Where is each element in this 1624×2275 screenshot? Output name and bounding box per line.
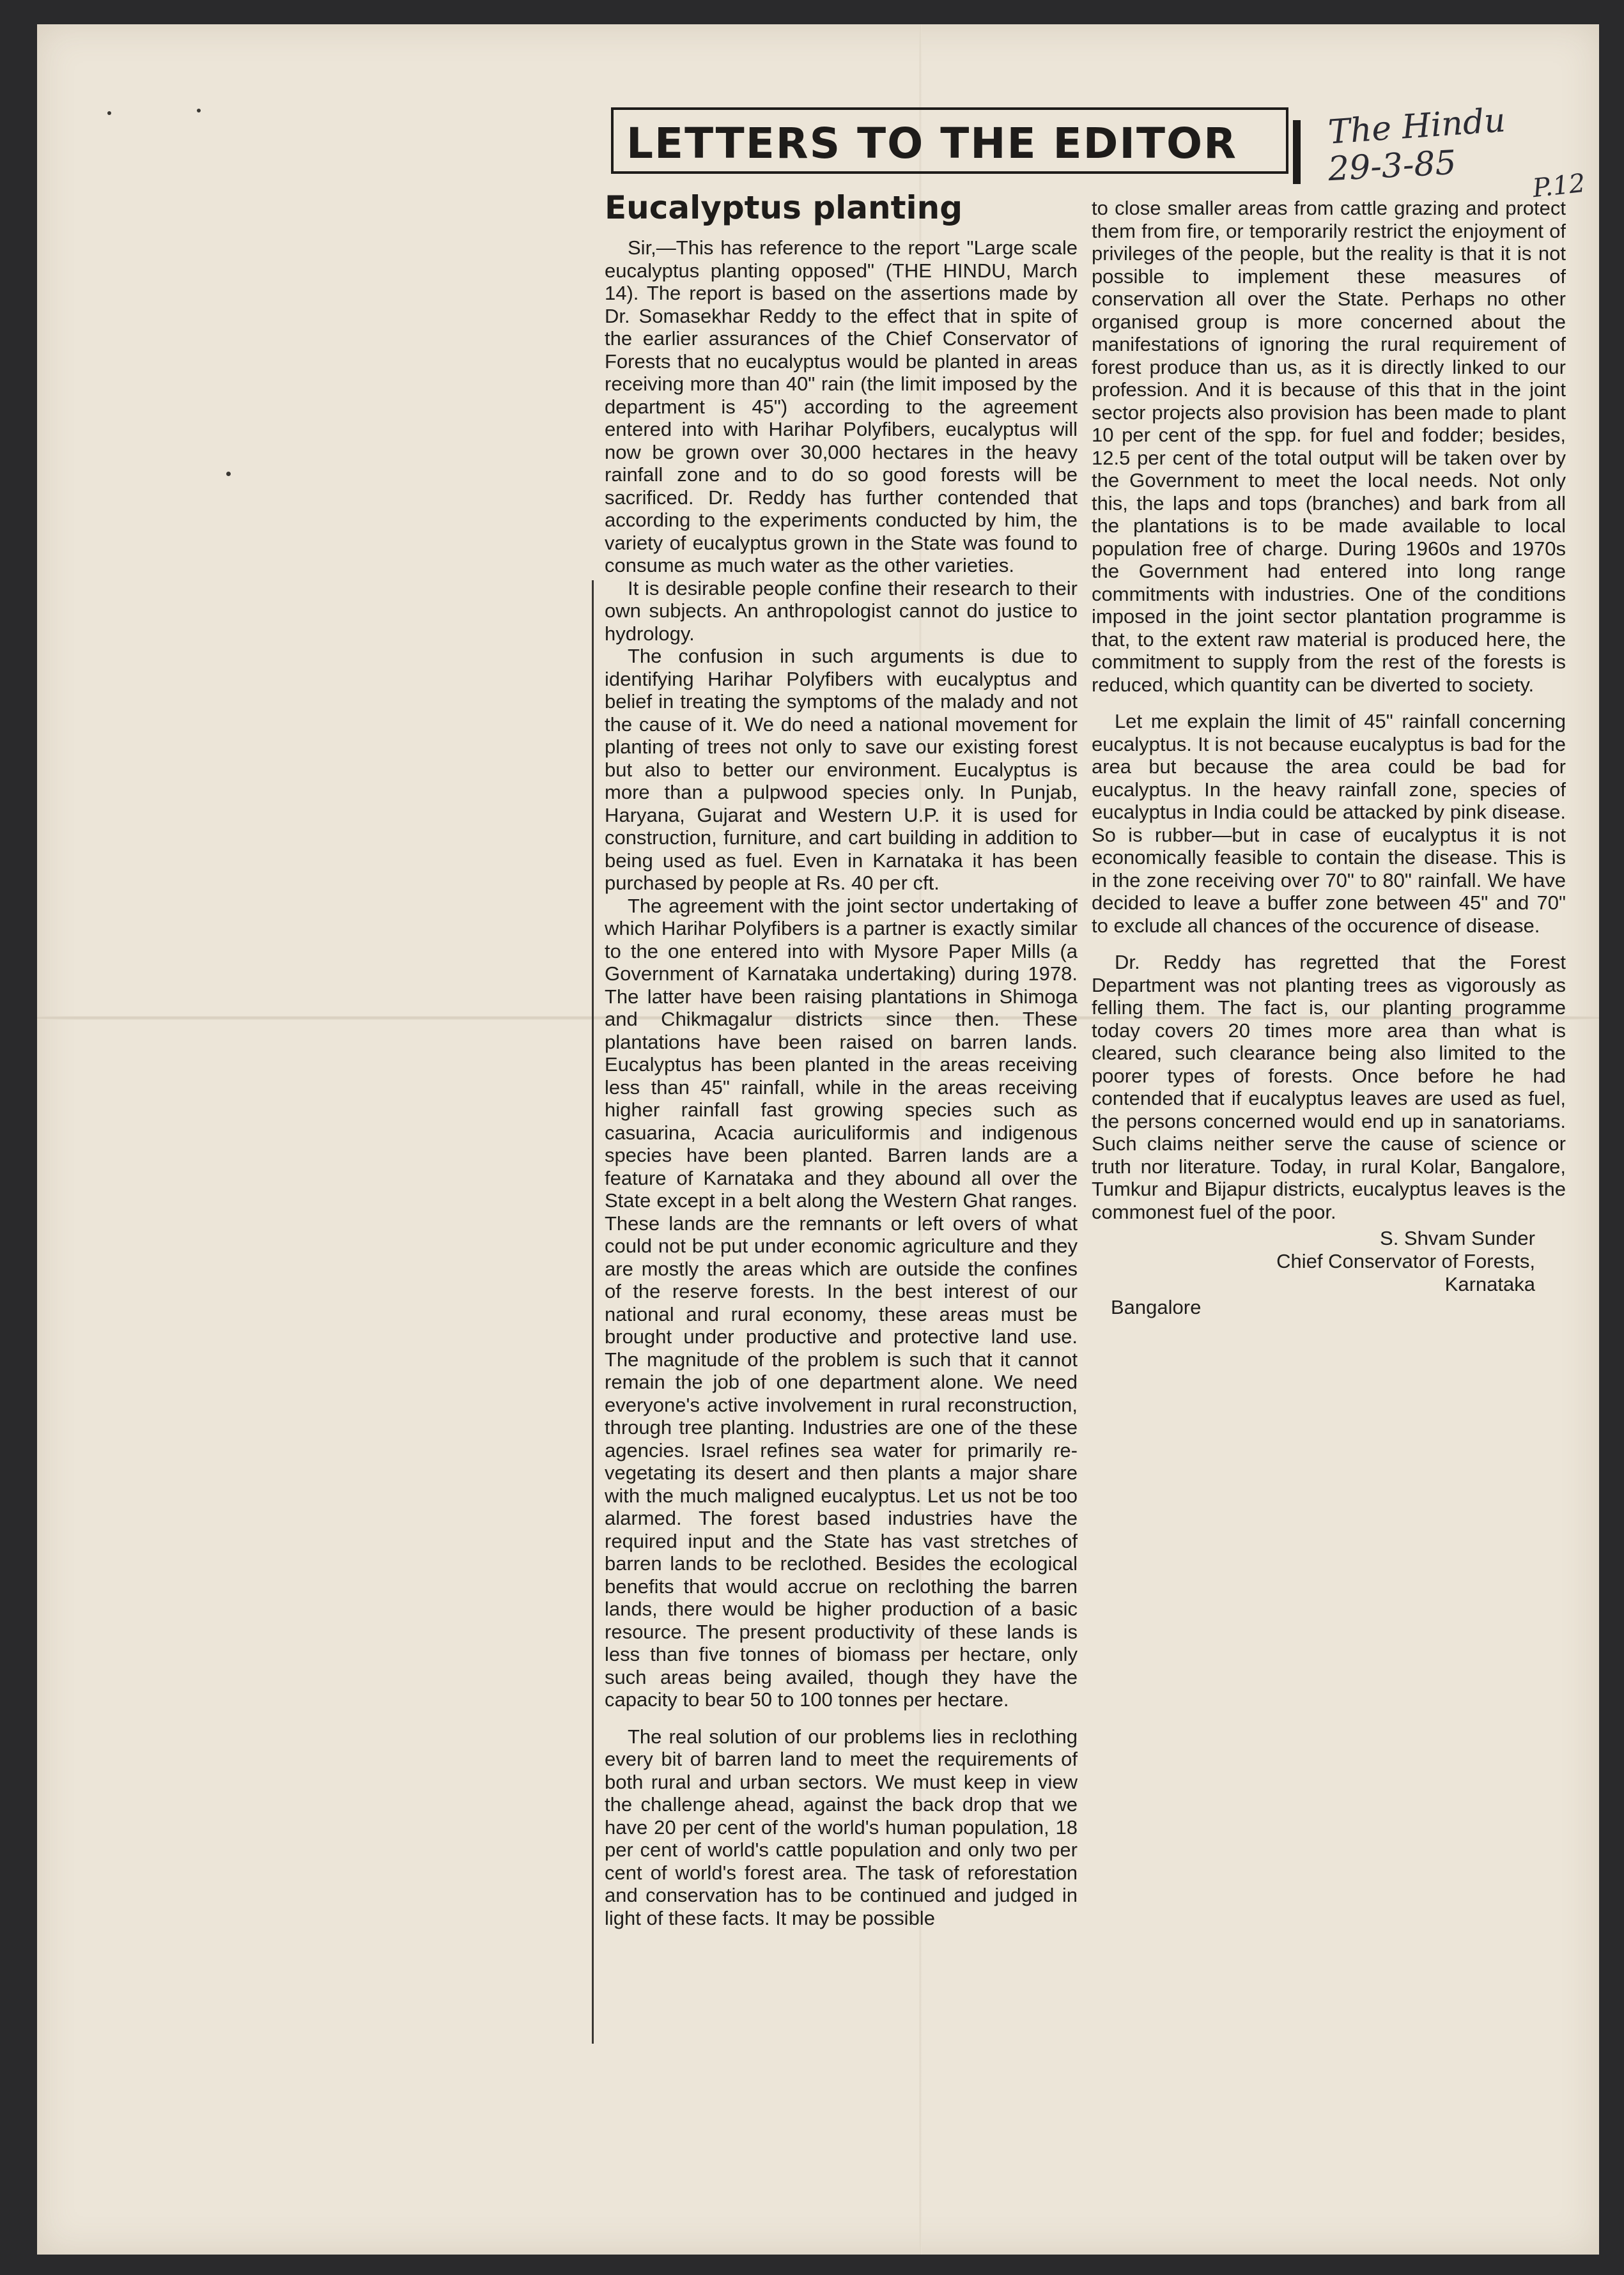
article-right-column (1092, 197, 1566, 1319)
ink-speck (107, 111, 111, 115)
paragraph: It is desirable people confine their research to their own subjects. An anthropologist cannot do justice to hydrology. (605, 576, 1078, 645)
paragraph: The confusion in such arguments is due to identifying Harihar Polyfibers with eucalyptus and belief in treating the symptoms of the malady and not the cause of it. We do need a national movement for planting of trees not only to save our existing forest but also to better our environment. Eucalyptus is more than a pulpwood species only. In Punjab, Haryana, Gujarat and Western U.P. it is used for construction, furniture, and cart building in addition to being used as fuel. Even in Karnataka it has been purchased by people at Rs. 40 per cft. (605, 645, 1078, 894)
signatory-state: Karnataka (1444, 1273, 1535, 1295)
paragraph: Sir,—This has reference to the report "Large scale eucalyptus planting opposed" (THE HINDU, March 14). The report is based on the assertions made by Dr. Somasekhar Reddy to the effect that in spite of the earlier assurances of the Chief Conservator of Forests that no eucalyptus would be planted in areas receiving more than 40" rain (the limit imposed by the department is 45") according to the agreement entered into with Harihar Polyfibers, eucalyptus will now be grown over 30,000 hectares in the heavy rainfall zone and to do so good forests will be sacrificed. Dr. Reddy has further contended that according to the experiments conducted by him, the variety of eucalyptus grown in the State was found to consume as much water as the other varieties. (605, 236, 1078, 576)
masthead-bar (1293, 120, 1301, 184)
page-note: P.12 (1531, 168, 1587, 204)
signatory-name: S. Shvam Sunder (1380, 1227, 1535, 1249)
paragraph: The real solution of our problems lies in reclothing every bit of barren land to meet the requirements of both rural and urban sectors. We must keep in view the challenge ahead, against the back drop that we have 20 per cent of the world's human population, 18 per cent of world's cattle population and only two per cent of world's forest area. The task of reforestation and conservation has to be continued and judged in light of these facts. It may be possible (605, 1725, 1078, 1929)
paragraph: The agreement with the joint sector undertaking of which Harihar Polyfibers is a partner is exactly similar to the one entered into with Mysore Paper Mills (a Government of Karnataka undertaking) during 1978. The latter have been raising plantations in Shimoga and Chikmagalur districts since then. These plantations have been raised on barren lands. Eucalyptus has been planted in the areas receiving less than 45" rainfall, while in the areas receiving higher rainfall fast growing species such as casuarina, Acacia auriculiformis and indigenous species have been planted. Barren lands are a feature of Karnataka and they abound all over the State except in a belt along the Western Ghat ranges. These lands are the remnants or left overs of what could not be put under economic agriculture and they are mostly the areas which are outside the confines of the reserve forests. In the best interest of our national and rural economy, these areas must be brought under productive and protective land use. The magnitude of the problem is such that it cannot remain the job of one department alone. We need everyone's active involvement in rural reconstruction, through tree planting. Industries are one of the these agencies. Israel refines sea water for primarily re-vegetating its desert and then plants a major share with the much maligned eucalyptus. Let us not be too alarmed. The forest based industries have the required input and the State has vast stretches of barren lands to be reclothed. Besides the ecological benefits that would accrue on reclothing the barren lands, there would be higher production of a basic resource. The present productivity of these lands is less than five tonnes of biomass per hectare, only such areas being availed, though they have the capacity to bear 50 to 100 tonnes per hectare. (605, 894, 1078, 1711)
article-left-column (605, 236, 1078, 1929)
date-note: 29-3-85 (1327, 143, 1457, 189)
signatory-title: Chief Conservator of Forests, (1276, 1250, 1535, 1272)
signatory-place: Bangalore (1111, 1296, 1202, 1318)
margin-mark-line (592, 580, 594, 2044)
masthead-box (611, 107, 1288, 174)
article-headline: Eucalyptus planting (605, 189, 963, 226)
paragraph: Dr. Reddy has regretted that the Forest Department was not planting trees as vigorously as felling them. The fact is, our planting programme today covers 20 times more area than what is cleared, such clearance being also limited to the poorer types of forests. Once before he had contended that if eucalyptus leaves are used as fuel, the persons concerned would end up in sanatoriams. Such claims neither serve the cause of science or truth nor literature. Today, in rural Kolar, Bangalore, Tumkur and Bijapur districts, eucalyptus leaves is the commonest fuel of the poor. (1092, 951, 1566, 1223)
ink-speck (197, 109, 201, 112)
paragraph: to close smaller areas from cattle grazing and protect them from fire, or temporarily restrict the enjoyment of privileges of the people, but the reality is that it is not possible to implement these measures of conservation all over the State. Perhaps no other organised group is more concerned about the manifestations of ignoring the rural requirement of forest produce than us, as it is directly linked to our profession. And it is because of this that in the joint sector projects also provision has been made to plant 10 per cent of the spp. for fuel and fodder; besides, 12.5 per cent of the total output will be taken over by the Government to meet the local needs. Not only this, the laps and tops (branches) and bark from all the plantations is to be made available to local population free of charge. During 1960s and 1970s the Government had entered into long range commitments with industries. One of the conditions imposed in the joint sector plantation programme is that, to the extent raw material is produced here, the commitment to supply from the rest of the forests is reduced, which quantity can be diverted to society. (1092, 197, 1566, 696)
ink-speck (226, 472, 231, 476)
section-title: LETTERS TO THE EDITOR (626, 119, 1237, 168)
paragraph: Let me explain the limit of 45" rainfall concerning eucalyptus. It is not because eucalyptus is bad for the area but because the area could be bad for eucalyptus. In the heavy rainfall zone, species of eucalyptus in India could be attacked by pink disease. So is rubber—but in case of eucalyptus it is not economically feasible to contain the disease. This is in the zone receiving over 70" to 80" rainfall. We have decided to leave a buffer zone between 45" and 70" to exclude all chances of the occurence of disease. (1092, 710, 1566, 937)
newspaper-clipping (574, 88, 1603, 2133)
signature-block (1092, 1227, 1566, 1319)
newspaper-sheet (37, 24, 1599, 2255)
publication-note: The Hindu (1327, 101, 1507, 152)
